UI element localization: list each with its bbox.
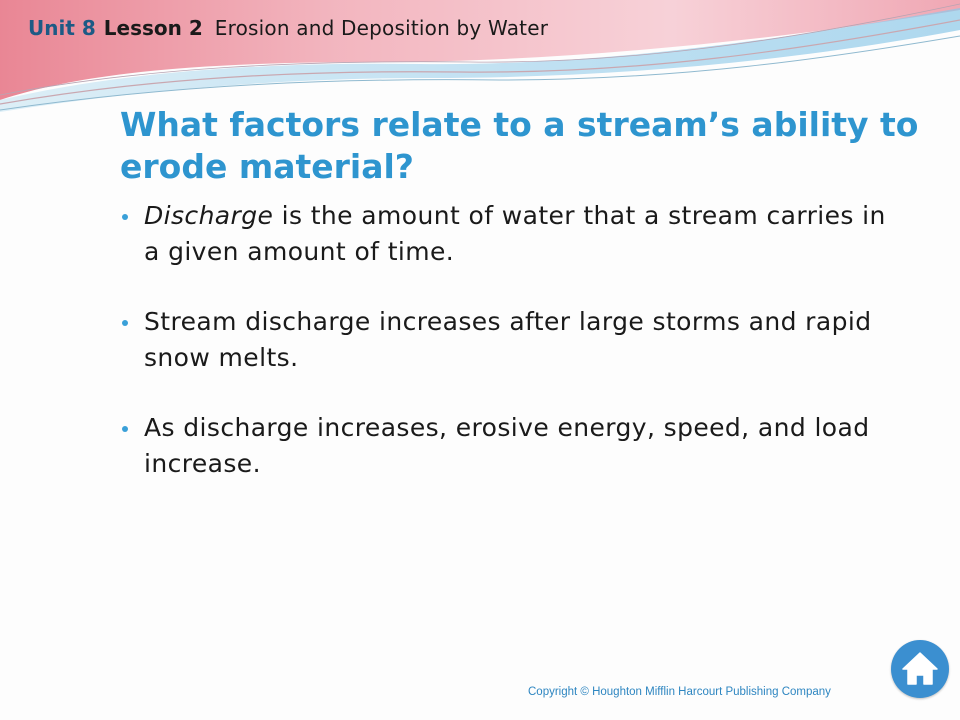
bullet-dot — [122, 426, 128, 432]
lesson-title: Erosion and Deposition by Water — [214, 16, 549, 40]
bullet-emphasis: Discharge — [144, 201, 274, 230]
bullet-item — [120, 304, 900, 376]
bullet-item — [120, 410, 900, 482]
bullet-text: As discharge increases, erosive energy, speed, and load increase. — [144, 413, 870, 478]
bullet-item — [120, 198, 900, 270]
unit-label: Unit 8 — [28, 16, 96, 40]
bullet-dot — [122, 320, 128, 326]
lesson-label: Lesson 2 — [103, 16, 203, 40]
bullet-list — [120, 198, 900, 516]
copyright-text: Copyright © Houghton Mifflin Harcourt Publishing Company — [528, 686, 831, 698]
bullet-text: is the amount of water that a stream carries in a given amount of time. — [144, 201, 886, 266]
home-icon — [891, 640, 949, 698]
bullet-text: Stream discharge increases after large storms and rapid snow melts. — [144, 307, 872, 372]
lesson-header — [28, 16, 548, 40]
slide-title: What factors relate to a stream’s ability to erode material? — [120, 105, 919, 186]
home-button[interactable] — [891, 640, 949, 698]
bullet-dot — [122, 214, 128, 220]
